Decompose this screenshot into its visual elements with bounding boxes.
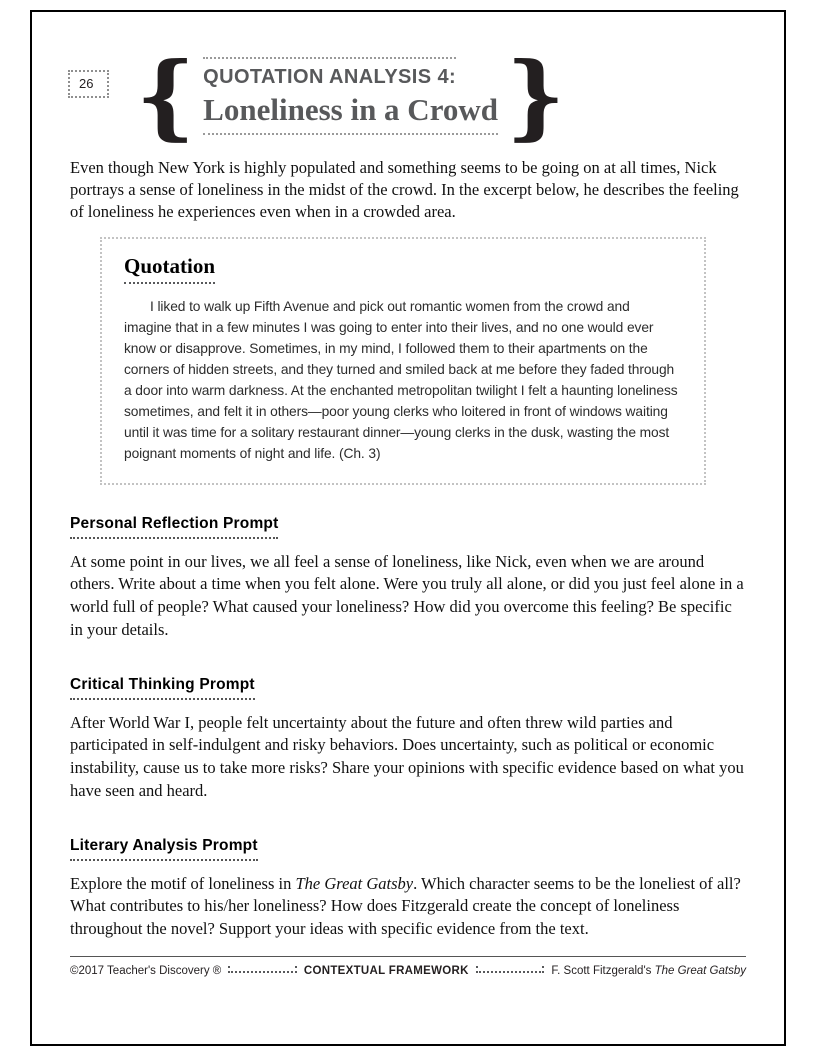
dotted-leader <box>476 966 545 973</box>
footer-series-title: CONTEXTUAL FRAMEWORK <box>303 965 469 977</box>
header-kicker: QUOTATION ANALYSIS 4: <box>203 57 456 89</box>
left-brace-decoration: { <box>136 42 196 150</box>
copyright-text: ©2017 Teacher's Discovery ® <box>70 965 222 977</box>
literary-analysis-section <box>70 837 746 941</box>
section-body-personal-reflection: At some point in our lives, we all feel a sense of loneliness, like Nick, even when we are around others. Write about a time when you felt alone. Were you truly all alone, or did you just feel alone in a world full of people? What caused your loneliness? How did you overcome this feeling? Be specific in your details. <box>70 551 744 639</box>
page-header <box>136 42 746 150</box>
quotation-text: I liked to walk up Fifth Avenue and pick out romantic women from the crowd and imagine that in a few minutes I was going to enter into their lives, and no one would ever know or disapprove. Sometimes, in my mind, I followed them to their apartments on the corners of hidden streets, and they turned and smiled back at me before they faded through a door into warm darkness. At the enchanted metropolitan twilight I felt a haunting loneliness sometimes, and felt it in others—poor young clerks who loitered in front of windows waiting until it was time for a solitary restaurant dinner—young clerks in the dusk, wasting the most poignant moments of night and life. (Ch. 3) <box>124 298 678 461</box>
footer-book-reference <box>551 965 746 977</box>
right-brace-decoration: } <box>506 42 566 150</box>
section-heading-personal-reflection: Personal Reflection Prompt <box>70 515 278 539</box>
personal-reflection-section <box>70 515 746 642</box>
title-block <box>203 57 498 135</box>
quotation-box <box>100 237 706 485</box>
section-heading-critical-thinking: Critical Thinking Prompt <box>70 676 255 700</box>
section-heading-literary-analysis: Literary Analysis Prompt <box>70 837 258 861</box>
book-title: The Great Gatsby <box>295 873 414 893</box>
footer-rule <box>70 956 746 957</box>
quotation-heading: Quotation <box>124 254 215 284</box>
page-title: Loneliness in a Crowd <box>203 92 498 135</box>
page-footer <box>70 956 746 977</box>
critical-thinking-section <box>70 676 746 803</box>
intro-paragraph: Even though New York is highly populated and something seems to be going on at all times, Nick portrays a sense of loneliness in the midst of the crowd. In the excerpt below, he describes the feeling of loneliness he experiences even when in a crowded area. <box>70 157 739 221</box>
section-body-literary-analysis <box>70 873 746 941</box>
text-segment: F. Scott Fitzgerald's <box>551 965 655 977</box>
footer-row <box>70 965 746 977</box>
footer-book-title: The Great Gatsby <box>654 965 746 977</box>
text-segment: Explore the motif of loneliness in <box>70 873 296 893</box>
text-segment: . Which character seems to be the loneliest of all? What contributes to his/her loneliness? How does Fitzgerald create the concept of loneliness throughout the novel? Support your ideas with specific evidence from the text. <box>70 873 741 939</box>
section-body-critical-thinking: After World War I, people felt uncertainty about the future and often threw wild parties and participated in self-indulgent and risky behaviors. Does uncertainty, such as political or economic instability, cause us to take more risks? Share your opinions with specific evidence based on what you have seen and heard. <box>70 712 744 800</box>
page-number: 26 <box>79 76 94 91</box>
dotted-leader <box>228 966 297 973</box>
